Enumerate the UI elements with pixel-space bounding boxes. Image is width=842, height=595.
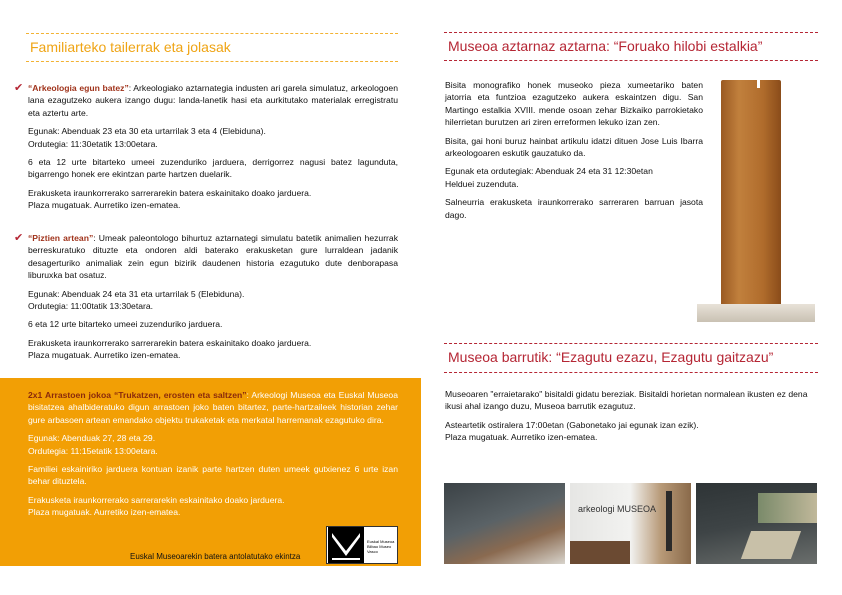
audience: Familiei eskainiriko jarduera kontuan izanik parte hartzen duten umeek gutxienez 6 urte izan behar dituztela.	[28, 464, 398, 487]
tomb-cover-photo	[697, 80, 817, 322]
audience: Helduei zuzenduta.	[445, 178, 519, 189]
museum-lobby-photo	[570, 483, 691, 564]
section-heading: Familiarteko tailerrak eta jolasak	[30, 39, 231, 55]
days: Egunak: Abenduak 24 eta 31 eta urtarrilak 5 (Elebiduna).	[28, 288, 245, 299]
note: Erakusketa iraunkorrerako sarrerarekin batera eskainitako doako jarduera.	[28, 187, 312, 198]
activity-title: 2x1 Arrastoen jokoa “Trukatzen, erosten eta saltzen”	[28, 390, 247, 400]
divider	[444, 32, 818, 33]
museum-gallery-photo	[696, 483, 817, 564]
paragraph: Museoaren "erraietarako" bisitaldi gidatu bereziak. Bisitaldi horietan normalean ikusten ez dena ikusi ahal izango duzu, Museoa barrutik ezagutuz.	[445, 389, 808, 412]
museoa-barrutik-text	[445, 388, 817, 450]
note: Plaza mugatuak. Aurretiko izen-ematea.	[28, 507, 181, 518]
divider	[444, 372, 818, 373]
activity-title: “Piztien artean”	[28, 233, 94, 243]
arrastoen-jokoa-box	[0, 378, 421, 566]
audience: 6 eta 12 urte bitarteko umeei zuzenduriko jarduera, derrigorrez nagusi batez lagunduta, bigarrengo honek ere ekintzan parte hartzen duelarik.	[28, 157, 398, 180]
logo-mark-icon	[328, 527, 364, 563]
section-heading: Museoa aztarnaz aztarna: “Foruako hilobi estalkia”	[448, 38, 763, 54]
activity-title: “Arkeologia egun batez”	[28, 83, 129, 93]
schedule: Egunak eta ordutegiak: Abenduak 24 eta 31 12:30etan	[445, 166, 653, 177]
days: Egunak: Abenduak 27, 28 eta 29.	[28, 433, 156, 444]
note: Plaza mugatuak. Aurretiko izen-ematea.	[445, 432, 598, 443]
note: Plaza mugatuak. Aurretiko izen-ematea.	[28, 200, 181, 211]
hours: Ordutegia: 11:15etatik 13:00etara.	[28, 445, 158, 456]
hours: Ordutegia: 11:00tatik 13:30etara.	[28, 301, 154, 312]
schedule: Asteartetik ostiralera 17:00etan (Gabonetako jai egunak izan ezik).	[445, 419, 699, 430]
divider	[444, 343, 818, 344]
divider	[444, 60, 818, 61]
note: Erakusketa iraunkorrerako sarrerarekin batera eskainitako doako jarduera.	[28, 337, 312, 348]
euskal-museoa-logo	[326, 526, 398, 564]
museum-interior-photo	[444, 483, 565, 564]
audience: 6 eta 12 urte bitarteko umeei zuzenduriko jarduera.	[28, 319, 223, 330]
divider	[26, 33, 398, 34]
paragraph: Bisita, gai honi buruz hainbat artikulu idatzi dituen Jose Luis Ibarra arkeologoaren eskutik gauzatuko da.	[445, 135, 703, 159]
hilobi-estalkia-text	[445, 79, 703, 227]
activity-arkeologia	[14, 82, 398, 218]
divider	[26, 61, 398, 62]
note: Plaza mugatuak. Aurretiko izen-ematea.	[28, 350, 181, 361]
museum-sign: arkeologi MUSEOA	[578, 504, 657, 514]
note: Erakusketa iraunkorrerako sarrerarekin eskainitako doako jarduera.	[28, 494, 285, 505]
checkmark-icon: ✔	[14, 82, 24, 94]
activity-description: : Arkeologiako aztarnategia industen ari garela simulatuz, arkeologoen lana ezagutzeko aukera izango dugu: landa-lanetik hasi eta aurkitutako materialak erregistratu eta aztertu arte.	[28, 83, 398, 118]
activity-piztien	[14, 232, 398, 368]
days: Egunak: Abenduak 23 eta 30 eta urtarrilak 3 eta 4 (Elebiduna).	[28, 126, 266, 137]
paragraph: Bisita monografiko honek museoko pieza xumeetariko baten jatorria eta funtzioa ezagutzeko aukera eskaintzen digu. San Martingo estalkia XVIII. mende osoan zehar Bizkaiko parrokietako hilerrietan burutzen ari ziren erreformen lekuko izan zen.	[445, 80, 703, 128]
section-heading: Museoa barrutik: “Ezagutu ezazu, Ezagutu gaitzazu”	[448, 349, 774, 365]
hours: Ordutegia: 11:30etatik 13:00etara.	[28, 138, 158, 149]
paragraph: Salneurria erakusketa iraunkorrerako sarreraren barruan jasota dago.	[445, 197, 703, 220]
activity-description: : Umeak paleontologo bihurtuz aztarnategi simulatu batetik animalien hezurrak berreskuratuko dituzte eta ondoren aldi baterako erakusketan gure lurraldean jadanik desagerturiko animaliak zein egun bizirik daudenen historia ezagutuko dute denborapasa liburuxka bat osatuz.	[28, 233, 398, 281]
logo-text: Euskal Museoa Bilbao Museo Vasco	[367, 539, 395, 554]
footer-note: Euskal Museoarekin batera antolatutako ekintza	[130, 552, 301, 561]
checkmark-icon: ✔	[14, 232, 24, 244]
activity-description: : Arkeologi Museoa eta Euskal Museoa bisitatzea ahalbideratuko digun arrastoen joko baten bitartez, parte-hartzaileek historian zehar gure arbasoen artean emandako objektu trukaketak eta merkatal harremanak ezagutuko dira.	[28, 390, 398, 425]
